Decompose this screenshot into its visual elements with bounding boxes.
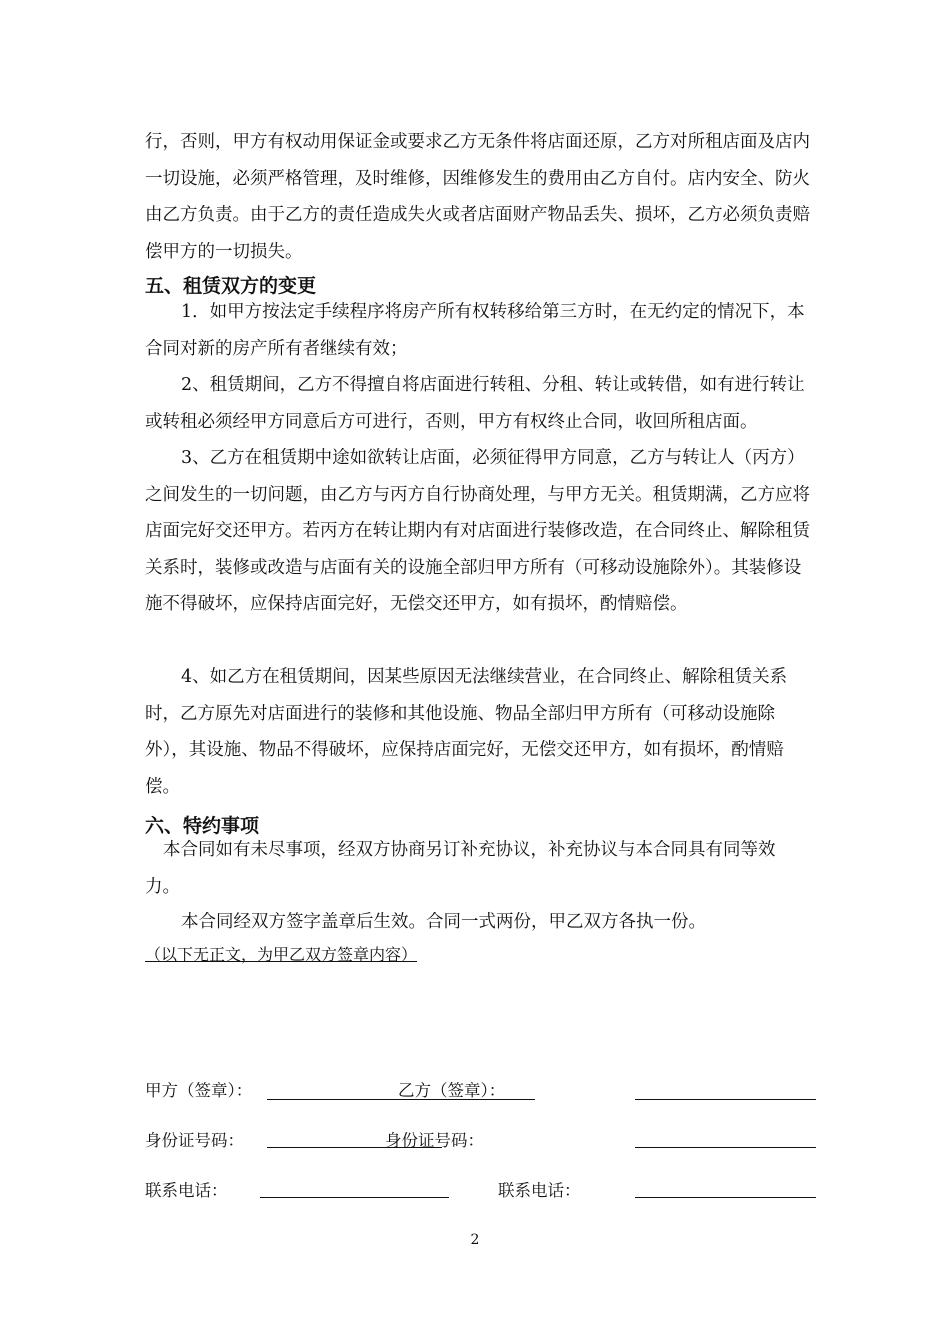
party-a-phone-label: 联系电话： xyxy=(145,1181,228,1200)
party-a-id-label: 身份证号码： xyxy=(145,1131,244,1150)
phone-row xyxy=(145,1177,825,1207)
party-b-id-label: 身份证号码： xyxy=(385,1131,484,1150)
section-5-clause-4: 4、如乙方在租赁期间，因某些原因无法继续营业，在合同终止、解除租赁关系时，乙方原先对店面进行的装修和其他设施、物品全部归甲方所有（可移动设施除外），其设施、物品不得破坏，应保持店面完好，无偿交还甲方，如有损坏，酌情赔偿。 xyxy=(145,667,788,797)
signature-row xyxy=(145,1077,825,1107)
section-5-clause-2: 2、租赁期间，乙方不得擅自将店面进行转租、分租、转让或转借，如有进行转让或转租必须经甲方同意后方可进行，否则，甲方有权终止合同，收回所租店面。 xyxy=(145,375,805,432)
section-5-clause-1: 1．如甲方按法定手续程序将房产所有权转移给第三方时，在无约定的情况下，本合同对新的房产所有者继续有效； xyxy=(145,302,805,359)
party-a-phone-line xyxy=(260,1197,449,1198)
section-6-clause-2: 本合同经双方签字盖章后生效。合同一式两份，甲乙双方各执一份。 xyxy=(181,912,706,932)
paragraph-continuation: 行，否则，甲方有权动用保证金或要求乙方无条件将店面还原，乙方对所租店面及店内一切设施，必须严格管理，及时维修，因维修发生的费用由乙方自付。店内安全、防火由乙方负责。由于乙方的责任造成失火或者店面财产物品丢失、损坏，乙方必须负责赔偿甲方的一切损失。 xyxy=(145,132,810,262)
page-number: 2 xyxy=(470,1232,480,1248)
party-b-phone-label: 联系电话： xyxy=(498,1181,581,1200)
party-b-phone-line xyxy=(635,1197,816,1198)
section-6-heading: 六、特约事项 xyxy=(145,815,260,837)
party-b-signature-line xyxy=(635,1099,816,1100)
party-a-signature-label: 甲方（签章）： xyxy=(145,1081,253,1100)
section-5-clause-3: 3、乙方在租赁期中途如欲转让店面，必须征得甲方同意，乙方与转让人（丙方）之间发生的一切问题，由乙方与丙方自行协商处理，与甲方无关。租赁期满，乙方应将店面完好交还甲方。若丙方在转让期内有对店面进行装修改造，在合同终止、解除租赁关系时，装修或改造与店面有关的设施全部归甲方所有（可移动设施除外）。其装修设施不得破坏，应保持店面完好，无偿交还甲方，如有损坏，酌情赔偿。 xyxy=(145,448,810,614)
section-6-clause-1: 本合同如有未尽事项，经双方协商另订补充协议，补充协议与本合同具有同等效力。 xyxy=(145,840,776,897)
section-5-heading: 五、租赁双方的变更 xyxy=(145,275,317,297)
id-number-row xyxy=(145,1127,825,1157)
no-further-text-note: （以下无正文，为甲乙双方签章内容） xyxy=(145,945,418,964)
party-b-signature-label: 乙方（签章）： xyxy=(398,1081,506,1100)
party-b-id-line xyxy=(635,1147,816,1148)
